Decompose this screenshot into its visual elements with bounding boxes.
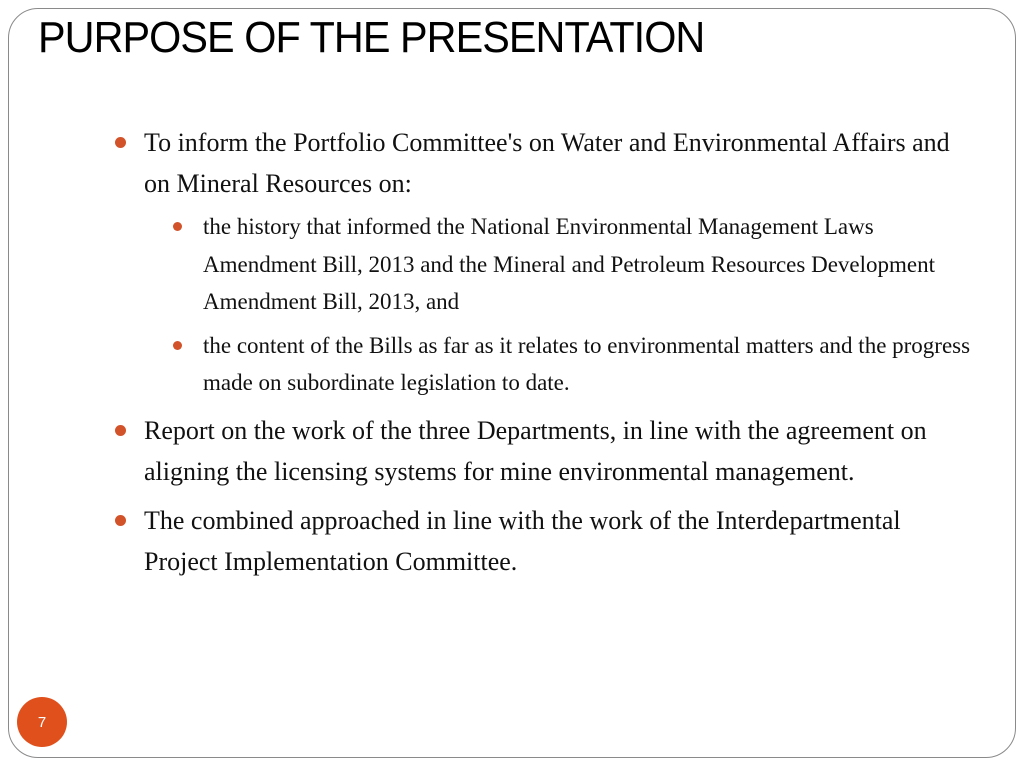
bullet-text: The combined approached in line with the work of the Interdepartmental Project Implementation Committee. [144,505,901,576]
sub-bullet-item-1 [173,208,975,321]
bullet-text: Report on the work of the three Departments, in line with the agreement on aligning the licensing systems for mine environmental management. [144,415,927,486]
bullet-text: To inform the Portfolio Committee's on Water and Environmental Affairs and on Mineral Resources on: [144,128,950,198]
sub-bullet-text: the content of the Bills as far as it relates to environmental matters and the progress made on subordinate legislation to date. [203,332,971,395]
page-number-badge [17,697,67,747]
slide-title: PURPOSE OF THE PRESENTATION [38,13,705,62]
bullet-dot-icon [115,425,126,436]
bullet-item-3 [115,500,975,582]
sub-bullet-item-2 [173,327,975,402]
bullet-list [115,122,975,582]
bullet-item-1 [115,122,975,402]
slide-content [115,122,975,590]
sub-bullet-text: the history that informed the National Environmental Management Laws Amendment Bill, 2013 and the Mineral and Petroleum Resources Development Amendment Bill, 2013, and [203,214,936,314]
bullet-dot-icon [115,137,126,148]
bullet-item-2 [115,410,975,492]
bullet-dot-icon [173,222,182,231]
bullet-dot-icon [115,515,126,526]
page-number: 7 [37,713,47,731]
bullet-dot-icon [173,341,182,350]
sub-bullet-list [144,208,975,402]
